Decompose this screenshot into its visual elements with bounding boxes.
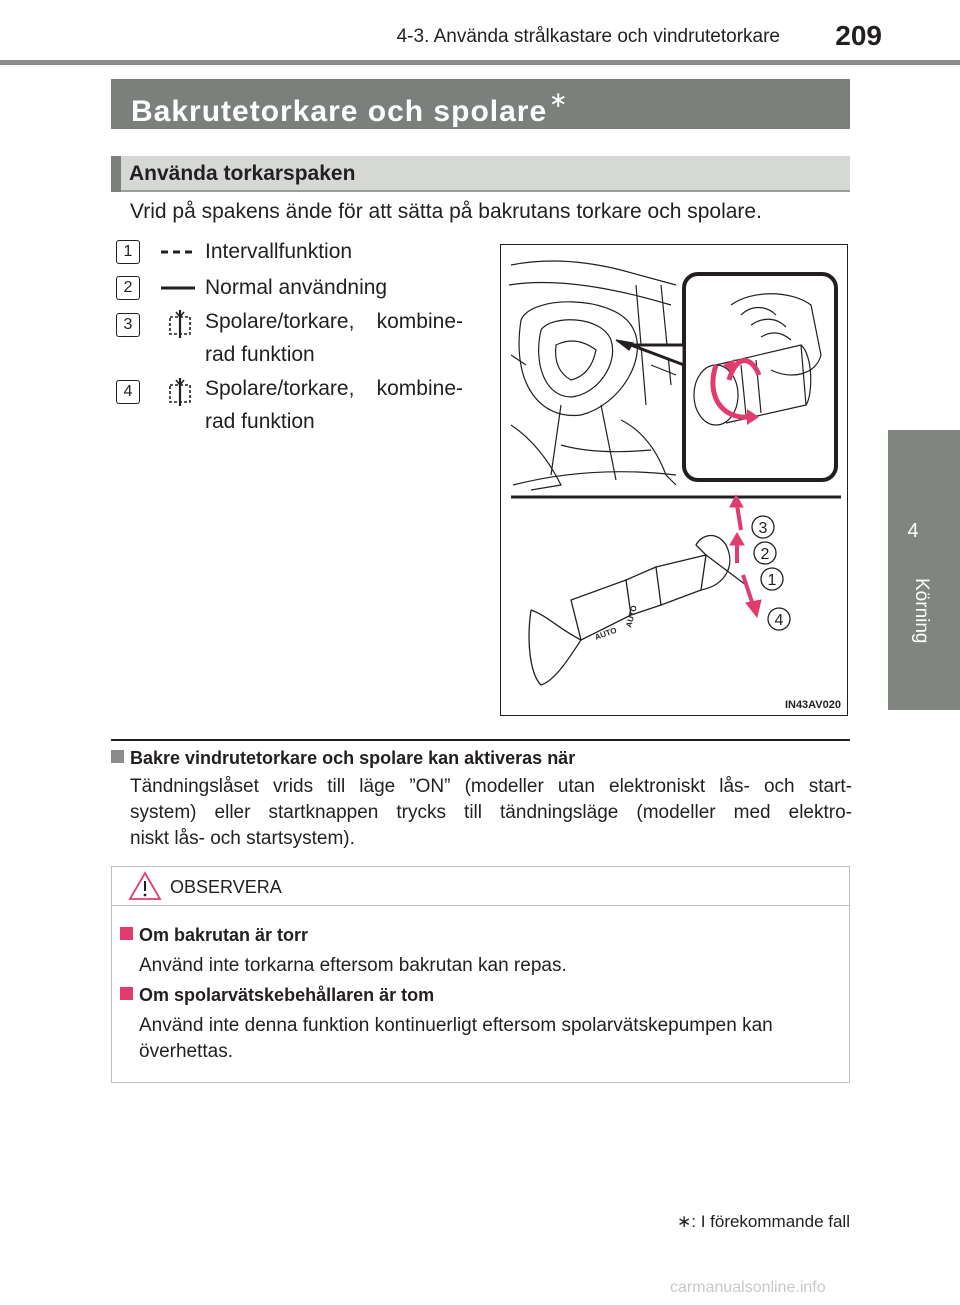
footnote-text: : I förekommande fall bbox=[691, 1212, 850, 1231]
caution-item-heading-1 bbox=[120, 925, 308, 946]
chapter-number: 4 bbox=[907, 520, 919, 542]
zoom-callout-frame bbox=[684, 274, 836, 480]
caution-box bbox=[111, 866, 850, 1083]
wiper-lever-illustration bbox=[500, 244, 848, 716]
footnote-marker: ∗ bbox=[549, 87, 569, 112]
square-bullet-icon bbox=[120, 927, 133, 940]
solid-line-icon bbox=[160, 281, 196, 295]
caution-item-heading-1-text: Om bakrutan är torr bbox=[139, 925, 309, 945]
stalk-auto-label-1: AUTO bbox=[593, 625, 618, 642]
page-number: 209 bbox=[835, 20, 882, 51]
callout-3: 3 bbox=[758, 520, 768, 537]
legend-text-1: Intervallfunktion bbox=[205, 240, 353, 263]
caution-header-rule bbox=[112, 905, 849, 906]
intro-text: Vrid på spakens ände för att sätta på bakrutans torkare och spolare. bbox=[130, 200, 762, 223]
subheading-accent bbox=[111, 156, 121, 192]
callout-1: 1 bbox=[767, 572, 777, 589]
caution-item-heading-2-text: Om spolarvätskebehållaren är tom bbox=[139, 985, 435, 1005]
page-title-bar bbox=[111, 79, 850, 129]
washer-wiper-icon bbox=[166, 376, 194, 408]
chapter-label-text: Körning bbox=[911, 578, 932, 644]
legend-text-4b: kombine- bbox=[376, 377, 463, 400]
section-divider bbox=[111, 739, 850, 741]
legend-text-4c: rad funktion bbox=[205, 410, 315, 433]
caution-item-body-1: Använd inte torkarna eftersom bakrutan kan repas. bbox=[139, 955, 567, 976]
square-bullet-icon bbox=[120, 987, 133, 1000]
figure-code: IN43AV020 bbox=[784, 699, 841, 711]
section-title: 4-3. Använda strålkastare och vindrutetorkare bbox=[396, 26, 780, 47]
legend-text-2: Normal användning bbox=[205, 276, 388, 299]
page-title bbox=[131, 87, 569, 129]
legend-text-3b: kombine- bbox=[376, 310, 463, 333]
dashboard-sketch bbox=[509, 261, 676, 490]
zoom-callout-pointer bbox=[631, 345, 684, 365]
illustration-drawing bbox=[501, 245, 846, 714]
legend-text-4a: Spolare/torkare, bbox=[205, 377, 355, 400]
legend-number-2: 2 bbox=[116, 276, 140, 300]
note-line-3: niskt lås- och startsystem). bbox=[130, 828, 355, 849]
note-heading-text: Bakre vindrutetorkare och spolare kan aktiveras när bbox=[130, 748, 576, 768]
stalk-auto-label-2: AUTO bbox=[624, 604, 639, 629]
caution-item-heading-2 bbox=[120, 985, 434, 1006]
watermark: carmanualsonline.info bbox=[670, 1279, 826, 1296]
page-title-text: Bakrutetorkare och spolare bbox=[131, 95, 548, 128]
callout-2: 2 bbox=[760, 546, 770, 563]
washer-wiper-icon bbox=[166, 308, 194, 340]
legend-text-3a: Spolare/torkare, bbox=[205, 310, 355, 333]
legend-text-4 bbox=[205, 372, 465, 438]
callout-4: 4 bbox=[774, 612, 784, 629]
footnote-marker: ∗ bbox=[677, 1212, 692, 1231]
subheading: Använda torkarspaken bbox=[129, 162, 356, 185]
note-body bbox=[130, 774, 852, 852]
note-heading bbox=[111, 748, 575, 769]
note-line-1: Tändningslåset vrids till läge ”ON” (modeller utan elektroniskt lås- och start- bbox=[130, 776, 852, 797]
caution-item-body-2-line-2: överhettas. bbox=[139, 1041, 233, 1062]
caution-title: OBSERVERA bbox=[170, 877, 282, 897]
header-rule bbox=[0, 60, 960, 65]
legend-text-3 bbox=[205, 305, 465, 371]
square-bullet-icon bbox=[111, 750, 124, 763]
footnote bbox=[600, 1212, 850, 1232]
caution-item-body-2 bbox=[139, 1013, 839, 1065]
subheading-bar bbox=[111, 156, 850, 192]
legend-text-3c: rad funktion bbox=[205, 343, 315, 366]
note-line-2: system) eller startknappen trycks till tändningsläge (modeller med elektro- bbox=[130, 802, 852, 823]
chapter-label bbox=[888, 578, 938, 688]
legend-number-1: 1 bbox=[116, 240, 140, 264]
caution-item-body-2-line-1: Använd inte denna funktion kontinuerligt eftersom spolarvätskepumpen kan bbox=[139, 1015, 773, 1036]
warning-triangle-icon bbox=[128, 871, 162, 901]
dashed-line-icon bbox=[160, 245, 196, 259]
legend-number-4: 4 bbox=[116, 380, 140, 404]
legend-number-3: 3 bbox=[116, 313, 140, 337]
